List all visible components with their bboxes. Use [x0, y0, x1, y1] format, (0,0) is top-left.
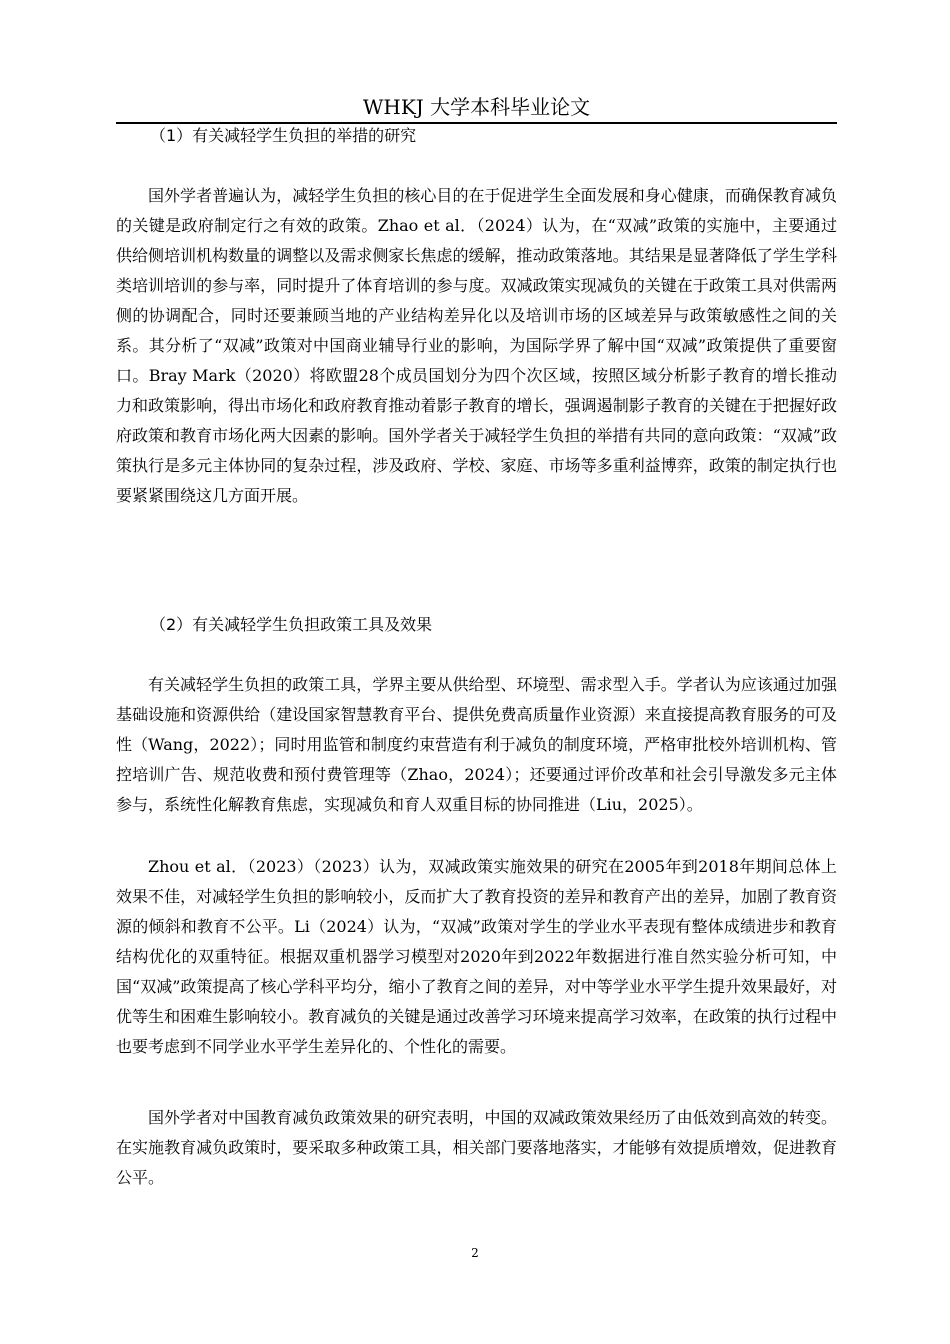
section-2-paragraph-2: Zhou et al．（2023）（2023）认为，双减政策实施效果的研究在2005年到2018年期间总体上效果不佳，对减轻学生负担的影响较小，反而扩大了教育投资的差异和教育产出的差异，加剧了教育资源的倾斜和教育不公平。Li（2024）认为，“双减”政策对学生的学业水平表现有整体成绩进步和教育结构优化的双重特征。根据双重机器学习模型对2020年到2022年数据进行准自然实验分析可知，中国“双减”政策提高了核心学科平均分，缩小了教育之间的差异，对中等学业水平学生提升效果最好，对优等生和困难生影响较小。教育减负的关键是通过改善学习环境来提高学习效率，在政策的执行过程中也要考虑到不同学业水平学生差异化的、个性化的需要。: [116, 857, 837, 1056]
page-number: 2: [471, 1246, 479, 1260]
section-2-paragraph-1: 有关减轻学生负担的政策工具，学界主要从供给型、环境型、需求型入手。学者认为应该通过加强基础设施和资源供给（建设国家智慧教育平台、提供免费高质量作业资源）来直接提高教育服务的可及性（Wang，2022）；同时用监管和制度约束营造有利于减负的制度环境，严格审批校外培训机构、管控培训广告、规范收费和预付费管理等（Zhao，2024）；还要通过评价改革和社会引导激发多元主体参与，系统性化解教育焦虑，实现减负和育人双重目标的协同推进（Liu，2025）。: [116, 675, 837, 814]
page-header-title: WHKJ 大学本科毕业论文: [362, 95, 591, 119]
section-2-paragraph-3: 国外学者对中国教育减负政策效果的研究表明，中国的双减政策效果经历了由低效到高效的转变。在实施教育减负政策时，要采取多种政策工具，相关部门要落地落实，才能够有效提质增效，促进教育公平。: [116, 1108, 837, 1187]
section-1-paragraph-1: 国外学者普遍认为，减轻学生负担的核心目的在于促进学生全面发展和身心健康，而确保教育减负的关键是政府制定行之有效的政策。Zhao et al．（2024）认为，在“双减”政策的实施中，主要通过供给侧培训机构数量的调整以及需求侧家长焦虑的缓解，推动政策落地。其结果是显著降低了学生学科类培训培训的参与率，同时提升了体育培训的参与度。双减政策实现减负的关键在于政策工具对供需两侧的协调配合，同时还要兼顾当地的产业结构差异化以及培训市场的区域差异与政策敏感性之间的关系。其分析了“双减”政策对中国商业辅导行业的影响，为国际学界了解中国“双减”政策提供了重要窗口。Bray Mark（2020）将欧盟28个成员国划分为四个次区域，按照区域分析影子教育的增长推动力和政策影响，得出市场化和政府教育推动着影子教育的增长，强调遏制影子教育的关键在于把握好政府政策和教育市场化两大因素的影响。国外学者关于减轻学生负担的举措有共同的意向政策：“双减”政策执行是多元主体协同的复杂过程，涉及政府、学校、家庭、市场等多重利益博弈，政策的制定执行也要紧紧围绕这几方面开展。: [116, 186, 837, 505]
section-heading-2: （2）有关减轻学生负担政策工具及效果: [150, 615, 433, 634]
header-divider: [116, 122, 837, 124]
section-heading-1: （1）有关减轻学生负担的举措的研究: [150, 126, 417, 145]
